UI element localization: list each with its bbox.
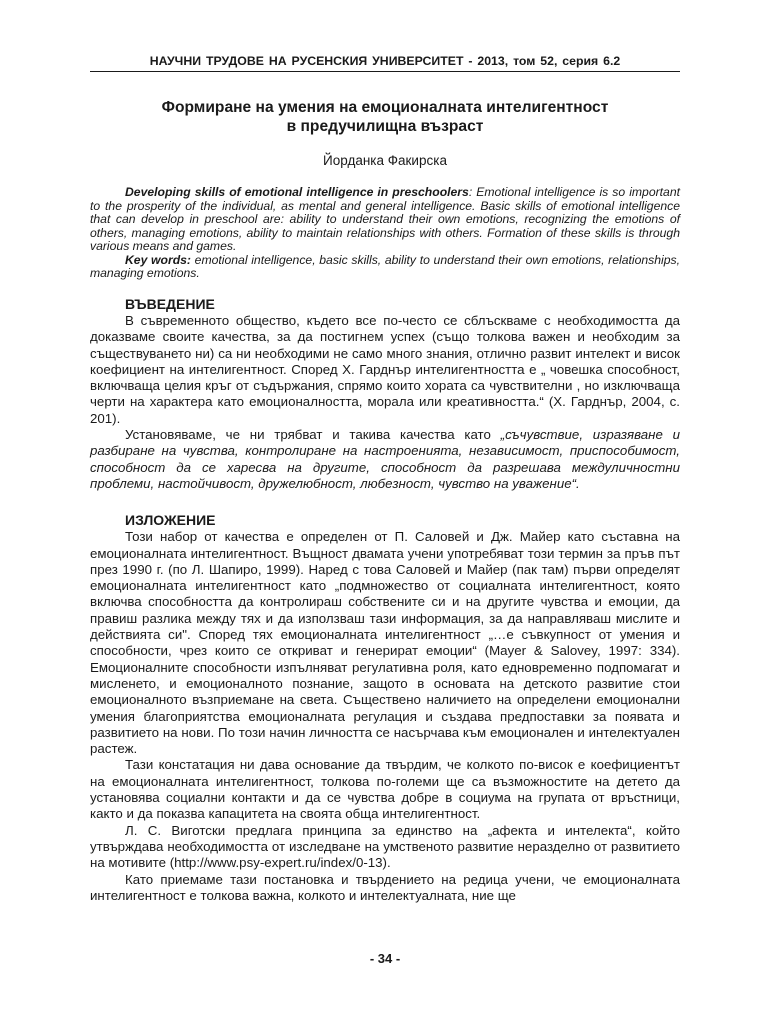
introduction-heading: ВЪВЕДЕНИЕ: [125, 296, 215, 312]
section-gap: [90, 492, 680, 512]
header-divider: [90, 71, 680, 72]
body-text: [90, 296, 680, 904]
abstract-text: : Emotional intelligence is so important to the prosperity of the individual, as mental and general intelligence. Basic skills of emotional intelligence that can develop in preschool are: ability to understand their own emotions, recognizing the emotions of others, managing emotions, ability to maintain relationships with others. Formation of these skills is through various means and games.: [90, 185, 680, 253]
exposition-paragraph-4: Като приемаме тази постановка и твърдението на редица учени, че емоционалната интелигентност е толкова важна, колкото и интелектуалната, ние ще: [90, 871, 680, 903]
introduction-paragraph-2-quote: „съчувствие, изразяване и разбиране на чувства, контролиране на настроенията, независимост, приспособимост, способност да се харесва на другите, способност да разрешава междуличностни проблеми, настойчивост, дружелюбност, любезност, чувство на уважение“.: [90, 427, 680, 491]
abstract-paragraph: [90, 186, 680, 254]
keywords-text: emotional intelligence, basic skills, ability to understand their own emotions, relationships, managing emotions.: [90, 252, 680, 280]
exposition-paragraph-3: Л. С. Виготски предлага принципа за единство на „афекта и интелекта“, който утвърждава необходимостта от изследване на умственото развитие неразделно от развитието на мотивите (http://www.psy-expert.ru/index/0-13).: [90, 822, 680, 871]
exposition-paragraph-1: Този набор от качества е определен от П. Саловей и Дж. Майер като съставна на емоционалната интелигентност. Въщност двамата учени употребяват този термин за пръв път през 1990 г. (по Л. Шапиро, 1999). Наред с това Саловей и Майер (пак там) първи определят емоционалната интелигентност като „подмножество от социалната интелигентност, която включва способността да контролираш собствените си и на другите чувства и емоции, да правиш разлика между тях и да използваш тази информация, за да направляваш мислите и действията си". Според тях емоционалната интелигентност „…е съвкупност от умения и способности, чрез които се откриват и генерират емоции“ (Mayer & Salovey, 1997: 334). Емоционалните способности изпълняват регулативна роля, като едновременно подпомагат и мисленето, и емоционалното познание, защото в основата на детското развитие стои емоционалното възприемане на света. Съществено наличието на определени емоционални умения благоприятства емоционалната регулация и създава предпоставки за появата и развитието на нови. По този начин личността се насърчава към емоционален и интелектуален растеж.: [90, 529, 680, 757]
abstract-block: [90, 186, 680, 281]
abstract-title: Developing skills of emotional intelligence in preschoolers: [125, 185, 469, 199]
exposition-heading: ИЗЛОЖЕНИЕ: [125, 512, 216, 529]
author-name: Йорданка Факирска: [323, 153, 447, 168]
paper-title-line-1: Формиране на умения на емоционалната интелигентност: [161, 99, 609, 116]
paper-title-line-2: в предучилищна възраст: [286, 118, 484, 135]
keywords-paragraph: [90, 254, 680, 281]
page-number: - 34 -: [369, 951, 401, 966]
journal-header: НАУЧНИ ТРУДОВЕ НА РУСЕНСКИЯ УНИВЕРСИТЕТ - 2013, том 52, серия 6.2: [149, 54, 621, 68]
introduction-paragraph-2-lead: Установяваме, че ни трябват и такива качества като: [125, 427, 501, 443]
exposition-paragraph-2: Тази констатация ни дава основание да твърдим, че колкото по-висок е коефициентът на емоционалната интелигентност, толкова по-големи ще са възможностите на детето да установява социални контакти и да се чувства добре в социума на групата от връстници, както и да показва капацитета на своята обща интелигентност.: [90, 757, 680, 822]
paper-title: [90, 98, 680, 136]
keywords-label: Key words:: [125, 252, 191, 267]
introduction-paragraph-2: [90, 427, 680, 492]
introduction-paragraph-1: В съвременното общество, където все по-често се сблъскваме с необходимостта да доказваме своите качества, за да постигнем успех (също толкова важен и необходим за съществуването ни) са ни необходими не само много знания, отлично развит интелект и висок коефициент на интелигентност. Според Х. Гарднър интелигентността е „ човешка способност, включваща целия кръг от съдържания, спрямо които хората са чувствителни , но изключваща черти на характера като емоционалността, морала или креативността.“ (Х. Гарднър, 2004, с. 201).: [90, 313, 680, 426]
